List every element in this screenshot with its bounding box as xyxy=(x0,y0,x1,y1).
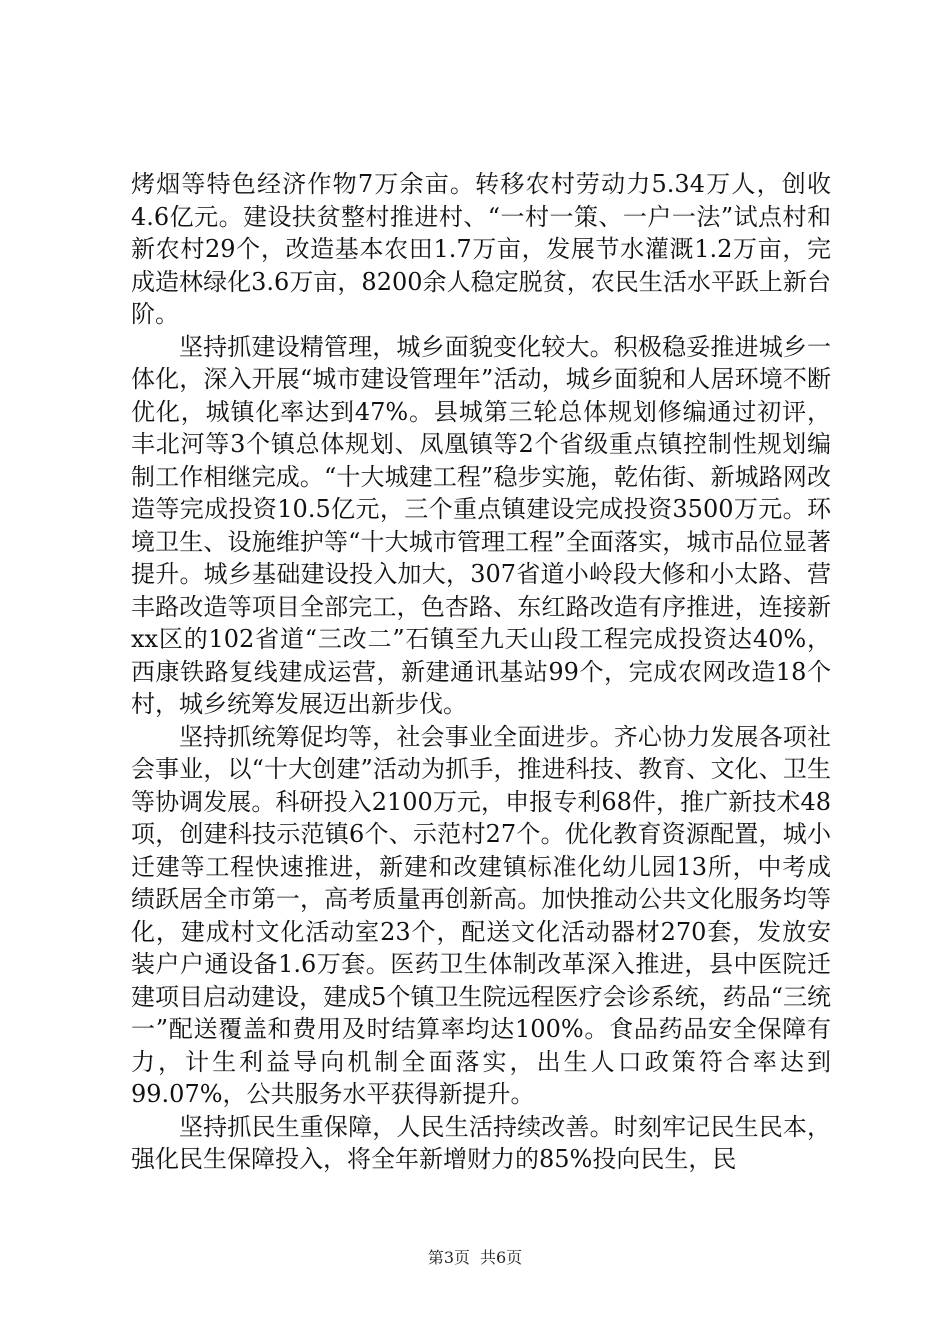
page-number: 第3页 xyxy=(427,1248,470,1267)
page-footer xyxy=(0,1245,950,1268)
paragraph-livelihood: 坚持抓民生重保障，人民生活持续改善。时刻牢记民生民本，强化民生保障投入，将全年新增财力的85%投向民生，民 xyxy=(131,1112,831,1173)
page-total: 共6页 xyxy=(480,1248,523,1267)
paragraph-social-affairs: 坚持抓统筹促均等，社会事业全面进步。齐心协力发展各项社会事业，以“十大创建”活动为抓手，推进科技、教育、文化、卫生等协调发展。科研投入2100万元，申报专利68件，推广新技术48项，创建科技示范镇6个、示范村27个。优化教育资源配置，城小迁建等工程快速推进，新建和改建镇标准化幼儿园13所，中考成绩跃居全市第一，高考质量再创新高。加快推动公共文化服务均等化，建成村文化活动室23个，配送文化活动器材270套，发放安装户户通设备1.6万套。医药卫生体制改革深入推进，县中医院迁建项目启动建设，建成5个镇卫生院远程医疗会诊系统，药品“三统一”配送覆盖和费用及时结算率均达100%。食品药品安全保障有力，计生利益导向机制全面落实，出生人口政策符合率达到99.07%，公共服务水平获得新提升。 xyxy=(131,722,831,1108)
paragraph-continuation: 烤烟等特色经济作物7万余亩。转移农村劳动力5.34万人，创收4.6亿元。建设扶贫整村推进村、“一村一策、一户一法”试点村和新农村29个，改造基本农田1.7万亩，发展节水灌溉1.2万亩，完成造林绿化3.6万亩，8200余人稳定脱贫，农民生活水平跃上新台阶。 xyxy=(131,170,831,328)
document-body xyxy=(131,168,831,1176)
paragraph-urban-construction: 坚持抓建设精管理，城乡面貌变化较大。积极稳妥推进城乡一体化，深入开展“城市建设管理年”活动，城乡面貌和人居环境不断优化，城镇化率达到47%。县城第三轮总体规划修编通过初评，丰北河等3个镇总体规划、凤凰镇等2个省级重点镇控制性规划编制工作相继完成。“十大城建工程”稳步实施，乾佑街、新城路网改造等完成投资10.5亿元，三个重点镇建设完成投资3500万元。环境卫生、设施维护等“十大城市管理工程”全面落实，城市品位显著提升。城乡基础建设投入加大，307省道小岭段大修和小太路、营丰路改造等项目全部完工，色杏路、东红路改造有序推进，连接新xx区的102省道“三改二”石镇至九天山段工程完成投资达40%，西康铁路复线建成运营，新建通讯基站99个，完成农网改造18个村，城乡统筹发展迈出新步伐。 xyxy=(131,332,831,718)
